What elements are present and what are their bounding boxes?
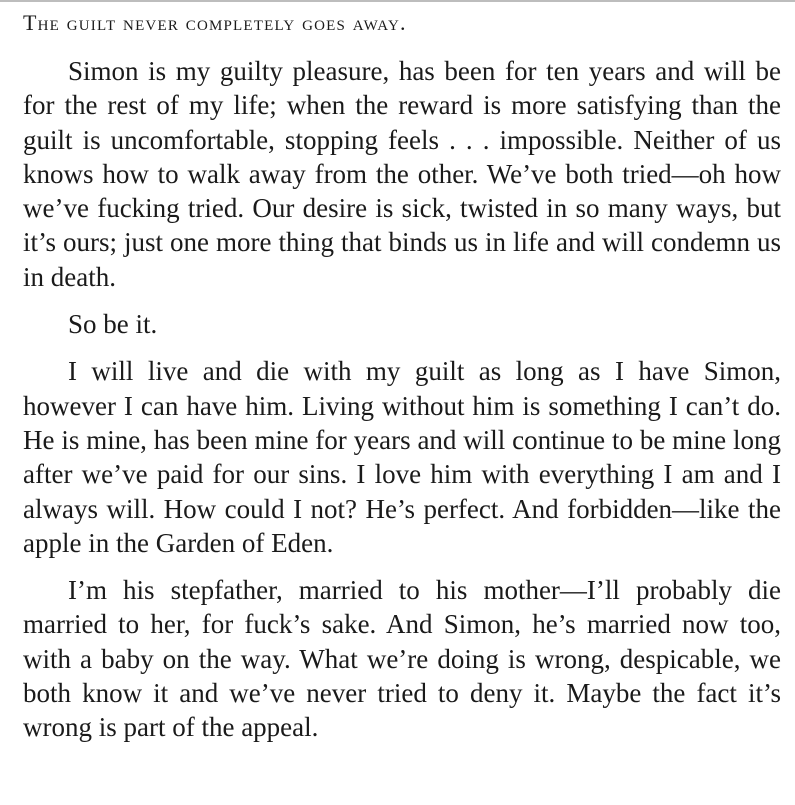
opening-line: The guilt never completely goes away.	[23, 10, 407, 35]
paragraph-3: I will live and die with my guilt as long as I have Simon, however I can have him. Living without him is something I can’t do. He is mine, has been mine for years and will continue to be mine long after we’ve paid for our sins. I love him with everything I am and I always will. How could I not? He’s perfect. And forbidden—like the apple in the Garden of Eden.	[23, 356, 781, 558]
book-page	[23, 8, 781, 758]
page-top-border	[0, 0, 795, 2]
paragraph-4: I’m his stepfather, married to his mother—I’ll probably die married to her, for fuck’s sake. And Simon, he’s married now too, with a baby on the way. What we’re doing is wrong, despicable, we both know it and we’ve never tried to deny it. Maybe the fact it’s wrong is part of the appeal.	[23, 575, 781, 743]
paragraph-1: Simon is my guilty pleasure, has been for ten years and will be for the rest of my life; when the reward is more satisfying than the guilt is uncomfortable, stopping feels . . . impossible. Neither of us knows how to walk away from the other. We’ve both tried—oh how we’ve fucking tried. Our desire is sick, twisted in so many ways, but it’s ours; just one more thing that binds us in life and will condemn us in death.	[23, 56, 781, 292]
paragraph-2: So be it.	[68, 309, 158, 340]
